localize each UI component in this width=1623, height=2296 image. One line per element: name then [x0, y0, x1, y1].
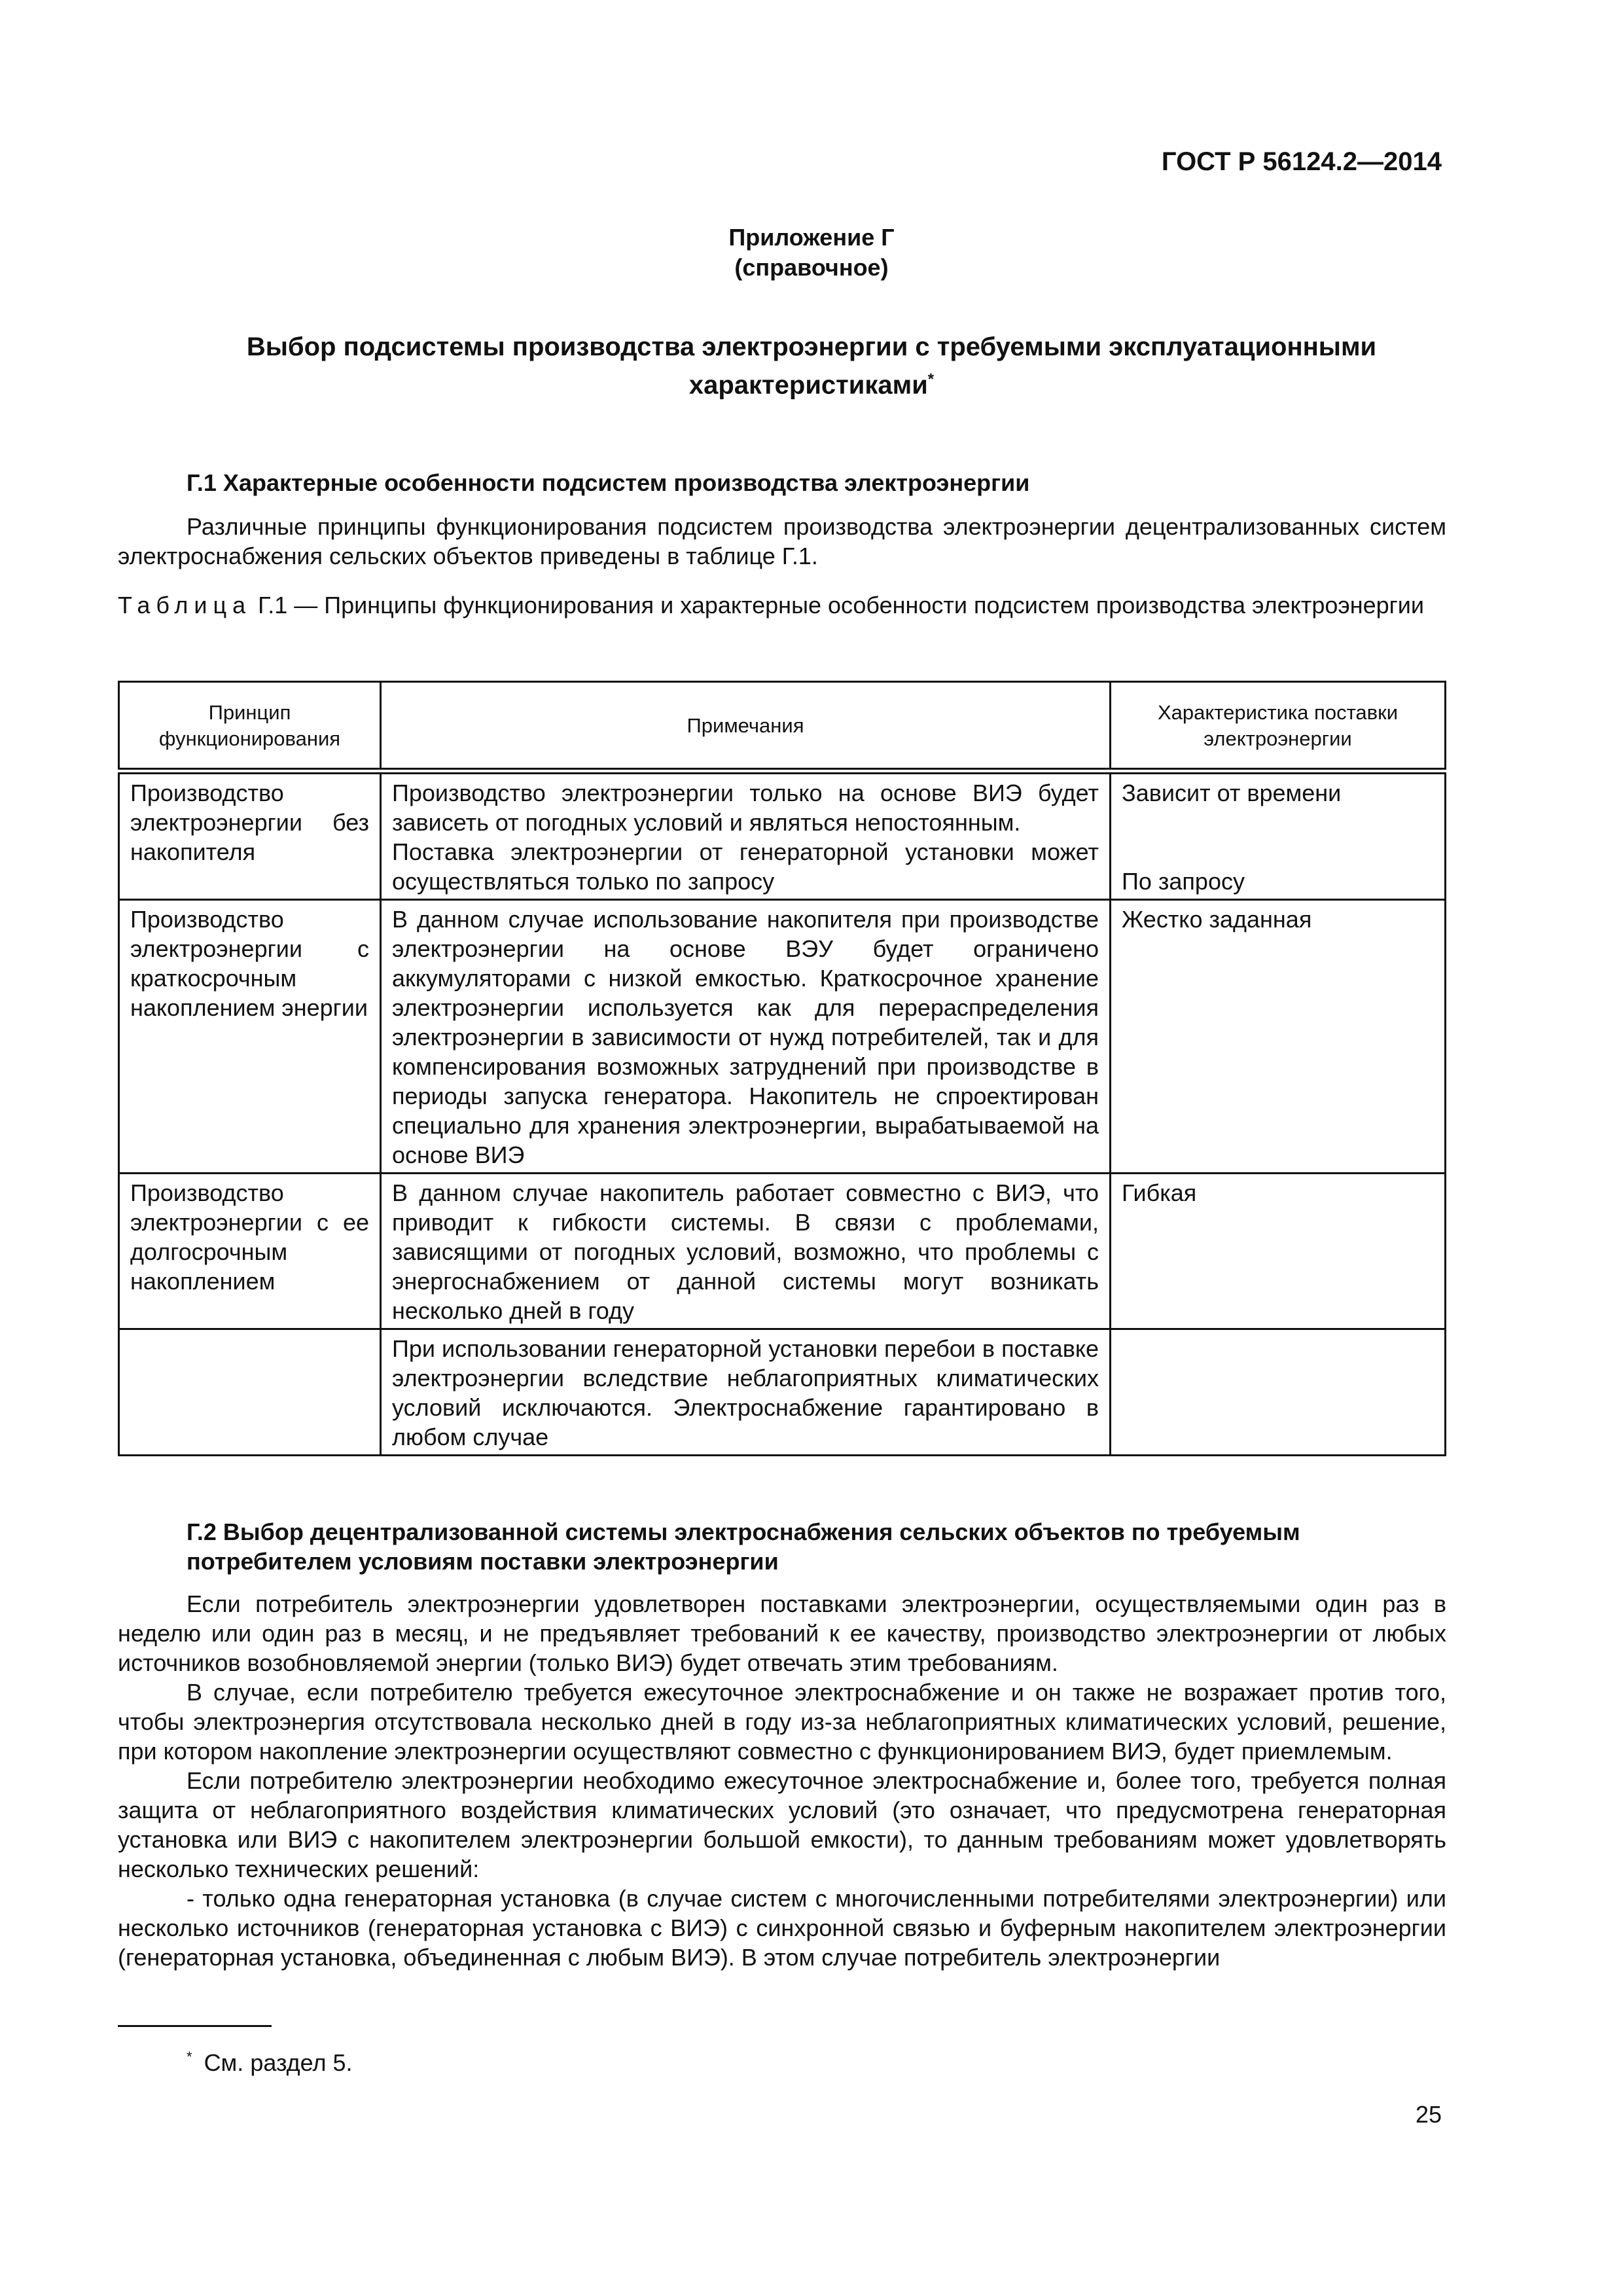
title-footnote-mark: * — [927, 370, 935, 388]
standard-number: ГОСТ Р 56124.2—2014 — [1161, 147, 1442, 176]
section-2-heading-line-1: Г.2 Выбор децентрализованной системы электроснабжения сельских объектов по требуемым — [187, 1518, 1300, 1545]
paragraph: Если потребителю электроэнергии необходимо ежесуточное электроснабжение и, более того, требуется полная защита от неблагоприятного воздействия климатических условий (это означает, что предусмотрена генераторная установка или ВИЭ с накопителем электроэнергии большой емкости), то данным требованиям может удовлетворять несколько технических решений: — [118, 1767, 1446, 1882]
appendix-type: (справочное) — [734, 254, 889, 281]
section-2-text — [118, 1589, 1446, 1972]
table-row — [119, 1329, 1446, 1456]
characteristic-text: Зависит от времени — [1122, 780, 1342, 806]
footnote-divider — [118, 2025, 272, 2027]
table-row — [119, 1174, 1446, 1329]
appendix-heading — [0, 223, 1623, 283]
footnote — [187, 2049, 353, 2077]
cell-characteristic — [1111, 1329, 1446, 1456]
cell-characteristic: Гибкая — [1111, 1174, 1446, 1329]
header-principle: Принцип функционирования — [119, 682, 381, 772]
footnote-mark: * — [187, 2049, 192, 2065]
table-row — [119, 771, 1446, 900]
page-number: 25 — [1415, 2101, 1442, 2128]
cell-notes: При использовании генераторной установки перебои в поставке электроэнергии вследствие неблагоприятных климатических условий исключаются. Электроснабжение гарантировано в любом случае — [381, 1329, 1111, 1456]
section-2-heading-line-2: потребителем условиям поставки электроэнергии — [187, 1548, 779, 1575]
title-line-2-text: характеристиками — [688, 370, 928, 400]
section-1-text — [118, 512, 1446, 571]
title-line-1: Выбор подсистемы производства электроэнергии с требуемыми эксплуатационными — [246, 332, 1377, 361]
paragraph: В случае, если потребителю требуется ежесуточное электроснабжение и он также не возражает против того, чтобы электроэнергия отсутствовала несколько дней в году из-за неблагоприятных климатических условий, решение, при котором накопление электроэнергии осуществляют совместно с функционированием ВИЭ, будет приемлемым. — [118, 1679, 1446, 1765]
header-characteristic: Характеристика поставки электроэнергии — [1111, 682, 1446, 772]
page-title — [157, 331, 1466, 401]
table-header-row — [119, 682, 1446, 772]
paragraph: Если потребитель электроэнергии удовлетворен поставками электроэнергии, осуществляемыми один раз в неделю или один раз в месяц, и не предъявляет требований к ее качеству, производство электроэнергии от любых источников возобновляемой энергии (только ВИЭ) будет отвечать этим требованиям. — [118, 1590, 1446, 1676]
cell-characteristic: Жестко заданная — [1111, 900, 1446, 1174]
paragraph: - только одна генераторная установка (в случае систем с многочисленными потребителями электроэнергии) или несколько источников (генераторная установка с ВИЭ) с синхронной связью и буферным накопителем электроэнергии (генераторная установка, объединенная с любым ВИЭ). В этом случае потребитель электроэнергии — [118, 1885, 1446, 1971]
cell-principle: Производство электроэнергии без накопителя — [119, 771, 381, 900]
footnote-text: См. раздел 5. — [204, 2049, 353, 2076]
cell-characteristic — [1111, 771, 1446, 900]
section-1-paragraph: Различные принципы функционирования подсистем производства электроэнергии децентрализованных систем электроснабжения сельских объектов приведены в таблице Г.1. — [118, 513, 1446, 569]
title-line-2 — [157, 363, 1466, 401]
table-caption — [118, 590, 1446, 620]
cell-principle: Производство электроэнергии с ее долгосрочным накоплением — [119, 1174, 381, 1329]
characteristic-text: По запросу — [1122, 868, 1245, 895]
note-text: Производство электроэнергии только на основе ВИЭ будет зависеть от погодных условий и являться непостоянным. — [392, 780, 1099, 836]
cell-notes: В данном случае использование накопителя при производстве электроэнергии на основе ВЭУ будет ограничено аккумуляторами с низкой емкостью. Краткосрочное хранение электроэнергии используется как для перераспределения электроэнергии в зависимости от нужд потребителей, так и для компенсирования возможных затруднений при производстве в периоды запуска генератора. Накопитель не спроектирован специально для хранения электроэнергии, вырабатываемой на основе ВИЭ — [381, 900, 1111, 1174]
cell-principle — [119, 1329, 381, 1456]
note-text: Поставка электроэнергии от генераторной установки может осуществляться только по запросу — [392, 838, 1099, 895]
section-1-heading: Г.1 Характерные особенности подсистем производства электроэнергии — [187, 469, 1030, 496]
table-row — [119, 900, 1446, 1174]
appendix-label: Приложение Г — [728, 224, 895, 251]
table-caption-text: Г.1 — Принципы функционирования и характерные особенности подсистем производства электроэнергии — [251, 592, 1424, 619]
section-2-heading — [187, 1517, 1300, 1576]
cell-notes: В данном случае накопитель работает совместно с ВИЭ, что приводит к гибкости системы. В связи с проблемами, зависящими от погодных условий, возможно, что проблемы с энергоснабжением от данной системы могут возникать несколько дней в году — [381, 1174, 1111, 1329]
header-notes: Примечания — [381, 682, 1111, 772]
table-caption-label: Таблица — [118, 592, 252, 619]
principles-table — [118, 681, 1446, 1456]
spacer — [1122, 808, 1434, 867]
cell-notes — [381, 771, 1111, 900]
cell-principle: Производство электроэнергии с краткосрочным накоплением энергии — [119, 900, 381, 1174]
